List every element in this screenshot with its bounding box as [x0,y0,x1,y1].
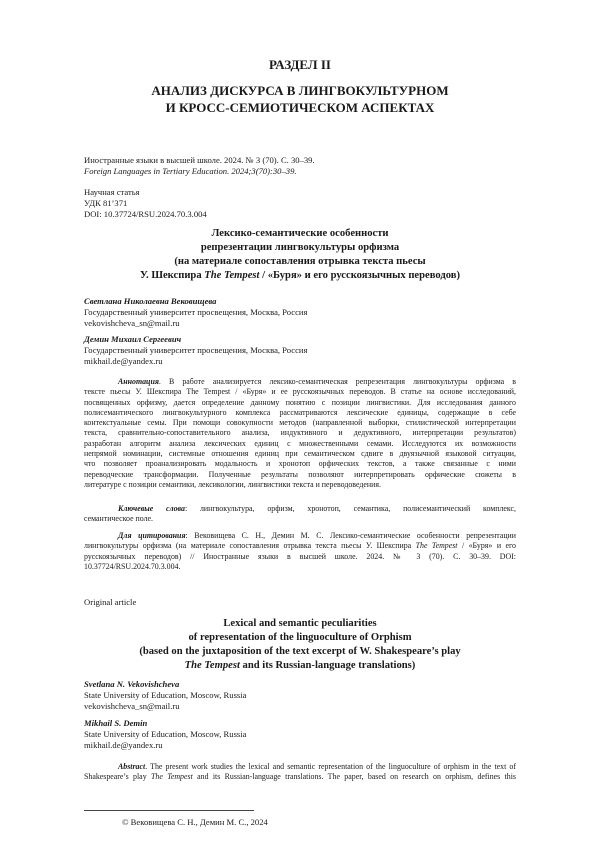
title-en-line-3: (based on the juxtaposition of the text excerpt of W. Shakespeare’s play [139,646,461,657]
keywords-ru-label: Ключевые слова [118,504,185,513]
abstract-en [84,762,516,783]
abstract-ru-line: литературе с позиции семантики, лексикологии, лингвистики текста и переводоведения. [84,479,381,489]
title-en-line-1: Lexical and semantic peculiarities [223,618,377,629]
author-1-email-ru[interactable]: vekovishcheva_sn@mail.ru [84,318,180,328]
abstract-ru-line: разработан алгоритм анализа лексических единиц с множественными семами. Исследуются их возможности [84,438,516,448]
abstract-ru-line: переводческие трансформации. Полученные результаты позволяют интерпретировать орфические сюжеты в [84,469,516,479]
cite-ru-line: Для цитирования: Вековищева С. Н., Демин М. С. Лексико-семантические особенности репрезентации [118,531,516,540]
abstract-ru-line: контекстуальные семы. При помощи совокупности методов (направленной выборки, стилистической интерпретации [84,418,516,428]
title-ru-line-2: репрезентации лингвокультуры орфизма [200,242,400,253]
cite-ru-line: лингвокультуры орфизма (на материале сопоставления отрывка текста пьесы У. Шекспира The Tempest / «Буря» и его [84,541,516,551]
abstract-ru-line: тексте пьесы У. Шекспира The Tempest / «Буря» и ее русскоязычных переводов. В статье на основе исследований, [84,387,516,397]
keywords-ru [84,504,516,525]
section-heading-line-1: АНАЛИЗ ДИСКУРСА В ЛИНГВОКУЛЬТУРНОМ [151,83,449,98]
doi: DOI: 10.37724/RSU.2024.70.3.004 [84,209,207,219]
copyright-footnote: © Вековищева С. Н., Демин М. С., 2024 [122,817,268,827]
how-to-cite-ru [84,531,516,572]
keywords-ru-line: Ключевые слова: лингвокультура, орфизм, хронотоп, семантика, полисемантический комплекс, [118,504,516,513]
author-2-name-en: Mikhail S. Demin [84,718,148,728]
author-1-name-en: Svetlana N. Vekovishcheva [84,679,180,689]
abstract-en-line: Shakespeare’s play The Tempest and its Russian-language translations. The paper, based on research on orphism, defines this [84,772,516,782]
author-1-affiliation-en: State University of Education, Moscow, Russia [84,690,247,700]
title-ru-line-4: У. Шекспира The Tempest / «Буря» и его русскоязычных переводов) [140,270,460,281]
abstract-ru [84,377,516,490]
section-label: РАЗДЕЛ II [269,57,331,72]
abstract-ru-line: полисемантического лингвокультурного комплекса рассматриваются лексические единицы, содержащие в себе [84,407,516,417]
cite-ru-label: Для цитирования [118,531,186,540]
article-type-ru: Научная статья [84,187,140,197]
title-en-line-2: of representation of the linguoculture of Orphism [188,632,412,643]
abstract-en-label: Abstract [118,762,146,771]
abstract-ru-line: что позволяет проанализировать модальность и хронотоп орфических текстов, а также связанные с ними [84,459,516,469]
journal-citation-en: Foreign Languages in Tertiary Education. 2024;3(70):30–39. [84,166,297,176]
section-heading-line-2: И КРОСС-СЕМИОТИЧЕСКОМ АСПЕКТАХ [165,100,435,115]
cite-ru-line: русскоязычных переводов) // Иностранные языки в высшей школе. 2024. № 3 (70). С. 30–39. DOI: [84,551,516,561]
article-type-en: Original article [84,597,137,607]
footnote-divider [84,810,254,811]
author-2-affiliation-ru: Государственный университет просвещения, Москва, Россия [84,345,308,355]
abstract-ru-line: Аннотация. В работе анализируется лексико-семантическая репрезентация лингвокультуры орфизма в [118,377,516,386]
author-2-email-en[interactable]: mikhail.de@yandex.ru [84,740,163,750]
author-2-email-ru[interactable]: mikhail.de@yandex.ru [84,356,163,366]
cite-ru-line: 10.37724/RSU.2024.70.3.004. [84,561,181,571]
abstract-en-line: Abstract. The present work studies the lexical and semantic representation of the linguoculture of orphism in the text of [118,762,516,771]
author-1-name-ru: Светлана Николаевна Вековищева [84,296,217,306]
author-2-name-ru: Демин Михаил Сергеевич [84,334,182,344]
abstract-ru-line: текста, сравнительно-сопоставительного анализа, индуктивного и дедуктивного, интерпретации результатов) [84,428,516,438]
abstract-ru-line: непрямой номинации, системные отношения единиц при семантическом сдвиге в двуязычной языковой ситуации, [84,449,516,459]
author-1-email-en[interactable]: vekovishcheva_sn@mail.ru [84,701,180,711]
abstract-ru-label: Аннотация [118,377,159,386]
udk-code: УДК 81’371 [84,198,128,208]
journal-citation-ru: Иностранные языки в высшей школе. 2024. № 3 (70). С. 30–39. [84,155,315,165]
abstract-ru-line: посвященных орфизму, дается определение данному понятию с позиции лингвистики. Для исследования данного [84,397,516,407]
author-2-affiliation-en: State University of Education, Moscow, Russia [84,729,247,739]
title-en-line-4: The Tempest and its Russian-language translations) [184,660,416,671]
keywords-ru-line: семантическое поле. [84,514,154,524]
author-1-affiliation-ru: Государственный университет просвещения, Москва, Россия [84,307,308,317]
title-ru-line-3: (на материале сопоставления отрывка текста пьесы [174,256,426,267]
title-ru-line-1: Лексико-семантические особенности [211,228,389,239]
